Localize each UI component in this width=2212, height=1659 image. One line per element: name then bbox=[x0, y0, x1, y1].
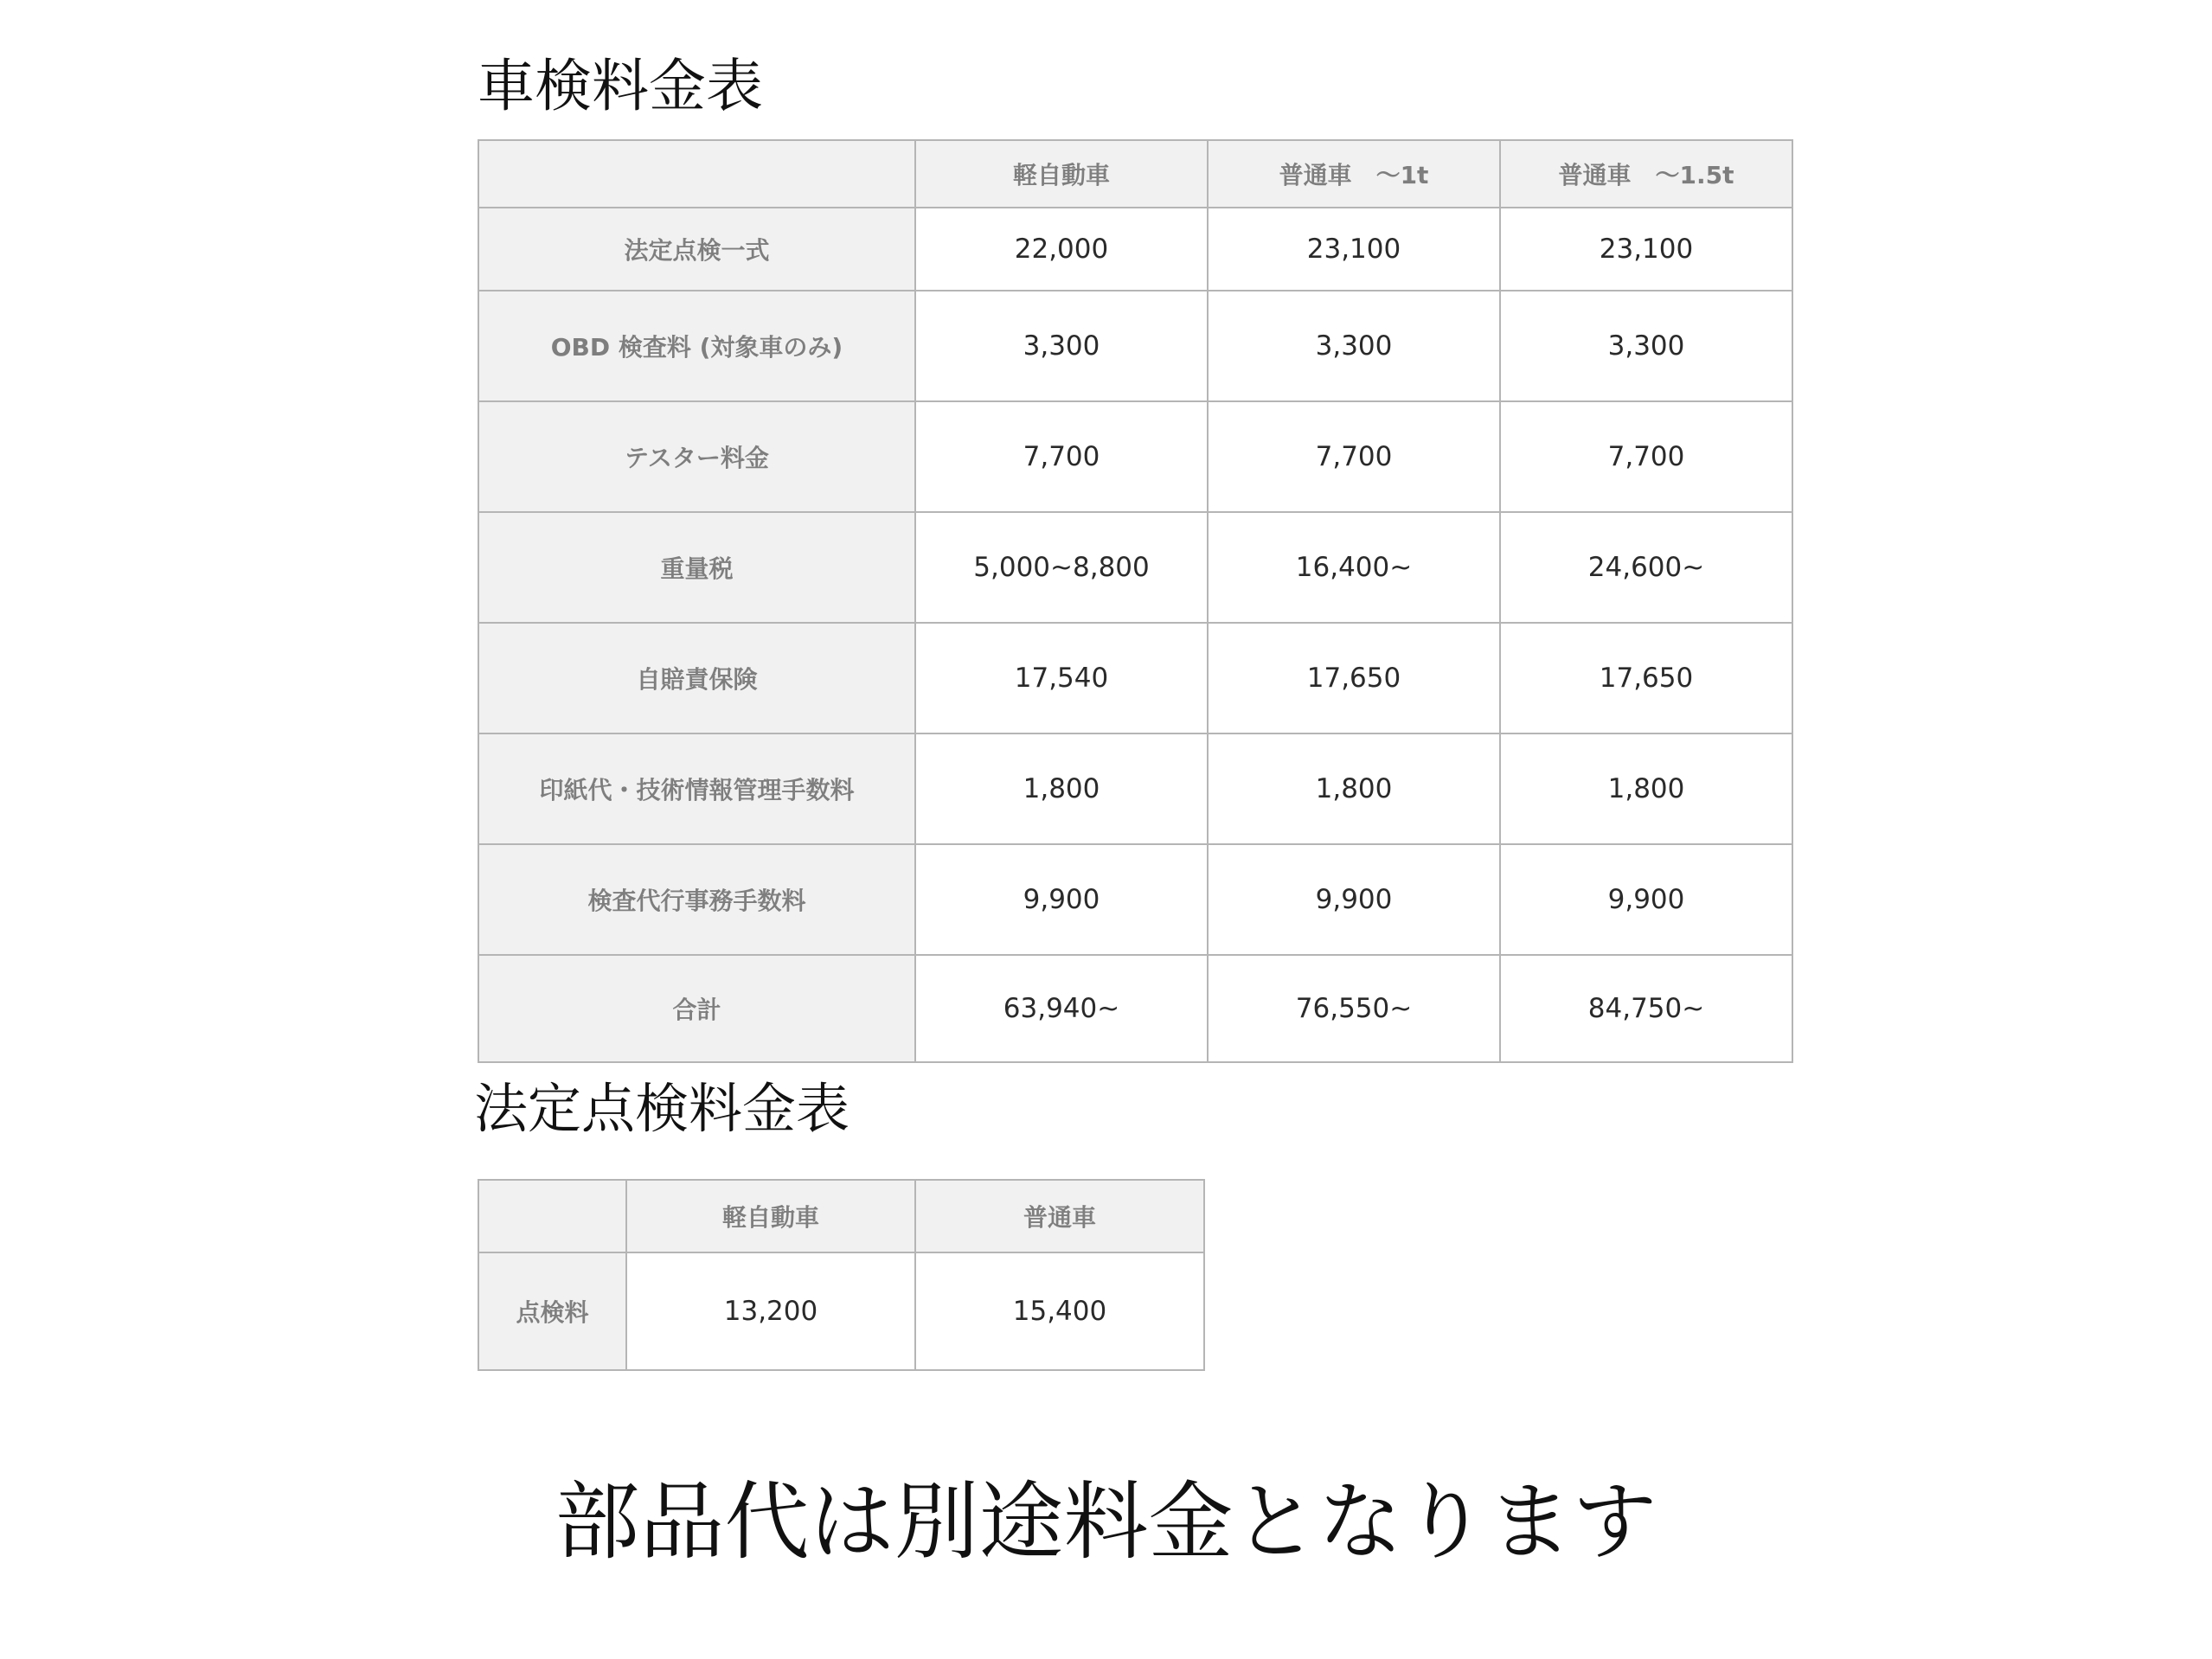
fee-cell: 7,700 bbox=[915, 401, 1208, 512]
fee-cell: 9,900 bbox=[1208, 844, 1500, 955]
total-cell: 76,550~ bbox=[1208, 955, 1500, 1062]
row-label: OBD 検査料 (対象車のみ) bbox=[478, 291, 915, 401]
table-row bbox=[478, 1252, 1204, 1370]
fee-cell: 3,300 bbox=[915, 291, 1208, 401]
table-row bbox=[478, 844, 1792, 955]
legal-check-fee-title: 法定点検料金表 bbox=[474, 1077, 850, 1140]
fee-cell: 5,000~8,800 bbox=[915, 512, 1208, 623]
table-row bbox=[478, 623, 1792, 733]
total-cell: 63,940~ bbox=[915, 955, 1208, 1062]
fee-cell: 1,800 bbox=[1208, 733, 1500, 844]
row-label: 検査代行事務手数料 bbox=[478, 844, 915, 955]
total-cell: 84,750~ bbox=[1500, 955, 1792, 1062]
header-standard-car-1-5t: 普通車 ～1.5t bbox=[1500, 140, 1792, 208]
table-header-row bbox=[478, 140, 1792, 208]
header-corner-cell bbox=[478, 1180, 626, 1252]
parts-cost-note: 部品代は別途料金となります bbox=[555, 1473, 1657, 1572]
table-row bbox=[478, 401, 1792, 512]
header-kei-car: 軽自動車 bbox=[626, 1180, 915, 1252]
fee-cell: 16,400~ bbox=[1208, 512, 1500, 623]
fee-cell: 3,300 bbox=[1208, 291, 1500, 401]
total-row bbox=[478, 955, 1792, 1062]
row-label: 法定点検一式 bbox=[478, 208, 915, 291]
table-row bbox=[478, 512, 1792, 623]
row-label: 自賠責保険 bbox=[478, 623, 915, 733]
row-label: 合計 bbox=[478, 955, 915, 1062]
row-label: 点検料 bbox=[478, 1252, 626, 1370]
table-row bbox=[478, 208, 1792, 291]
fee-cell: 7,700 bbox=[1500, 401, 1792, 512]
row-label: 印紙代・技術情報管理手数料 bbox=[478, 733, 915, 844]
row-label: 重量税 bbox=[478, 512, 915, 623]
row-label: テスター料金 bbox=[478, 401, 915, 512]
fee-cell: 7,700 bbox=[1208, 401, 1500, 512]
fee-cell: 17,650 bbox=[1500, 623, 1792, 733]
header-standard-car-1t: 普通車 ～1t bbox=[1208, 140, 1500, 208]
fee-cell: 22,000 bbox=[915, 208, 1208, 291]
table-header-row bbox=[478, 1180, 1204, 1252]
legal-check-fee-table bbox=[478, 1179, 1205, 1371]
inspection-fee-title: 車検料金表 bbox=[478, 53, 763, 119]
header-corner-cell bbox=[478, 140, 915, 208]
fee-cell: 17,650 bbox=[1208, 623, 1500, 733]
header-standard-car: 普通車 bbox=[915, 1180, 1204, 1252]
inspection-fee-table bbox=[478, 139, 1793, 1063]
fee-cell: 13,200 bbox=[626, 1252, 915, 1370]
fee-cell: 15,400 bbox=[915, 1252, 1204, 1370]
fee-cell: 1,800 bbox=[915, 733, 1208, 844]
fee-cell: 24,600~ bbox=[1500, 512, 1792, 623]
fee-cell: 1,800 bbox=[1500, 733, 1792, 844]
fee-cell: 23,100 bbox=[1208, 208, 1500, 291]
fee-cell: 9,900 bbox=[1500, 844, 1792, 955]
fee-cell: 3,300 bbox=[1500, 291, 1792, 401]
fee-cell: 9,900 bbox=[915, 844, 1208, 955]
header-kei-car: 軽自動車 bbox=[915, 140, 1208, 208]
fee-cell: 23,100 bbox=[1500, 208, 1792, 291]
fee-cell: 17,540 bbox=[915, 623, 1208, 733]
table-row bbox=[478, 291, 1792, 401]
table-row bbox=[478, 733, 1792, 844]
